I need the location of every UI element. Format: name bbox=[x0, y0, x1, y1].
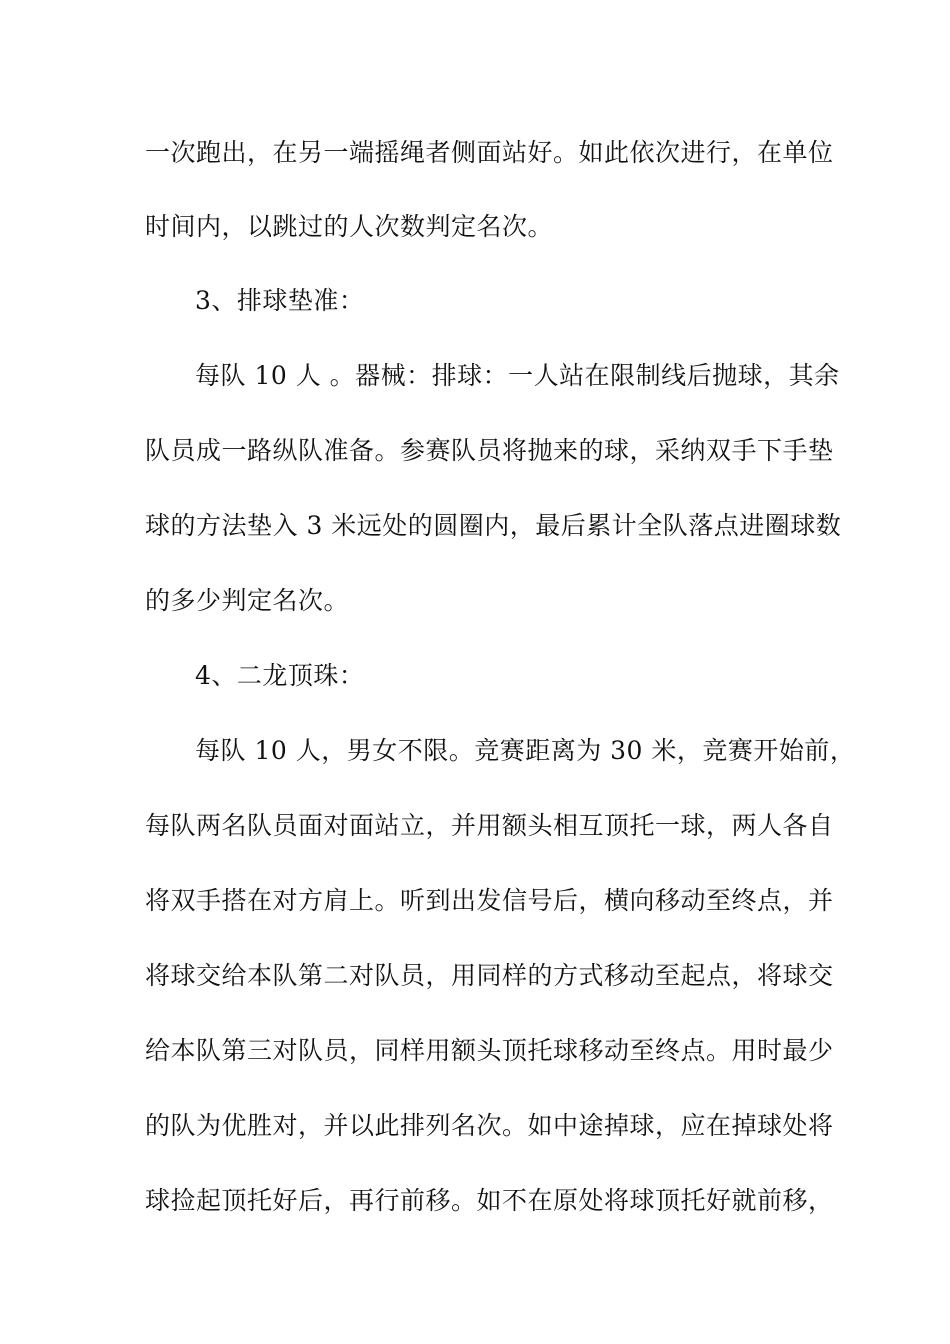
paragraph-line: 的队为优胜对，并以此排列名次。如中途掉球，应在掉球处将 bbox=[145, 1111, 834, 1140]
paragraph-line: 将球交给本队第二对队员，用同样的方式移动至起点，将球交 bbox=[145, 961, 834, 990]
paragraph-line: 将双手搭在对方肩上。听到出发信号后，横向移动至终点，并 bbox=[145, 886, 834, 915]
paragraph-line: 球的方法垫入 3 米远处的圆圈内，最后累计全队落点进圈球数 bbox=[145, 511, 842, 540]
paragraph-line: 一次跑出，在另一端摇绳者侧面站好。如此依次进行，在单位 bbox=[145, 138, 834, 167]
paragraph-line: 每队两名队员面对面站立，并用额头相互顶托一球，两人各自 bbox=[145, 811, 834, 840]
paragraph-line: 时间内，以跳过的人次数判定名次。 bbox=[145, 212, 554, 241]
paragraph-line: 每队 10 人，男女不限。竞赛距离为 30 米，竞赛开始前， bbox=[195, 736, 856, 765]
paragraph-line: 给本队第三对队员，同样用额头顶托球移动至终点。用时最少 bbox=[145, 1036, 834, 1065]
paragraph-line: 球捡起顶托好后，再行前移。如不在原处将球顶托好就前移， bbox=[145, 1186, 834, 1215]
paragraph-line: 的多少判定名次。 bbox=[145, 586, 350, 615]
section-heading: 3、排球垫准： bbox=[195, 286, 365, 315]
paragraph-line: 每队 10 人 。器械：排球：一人站在限制线后抛球，其余 bbox=[195, 361, 840, 390]
section-heading: 4、二龙顶珠： bbox=[195, 661, 365, 690]
paragraph-line: 队员成一路纵队准备。参赛队员将抛来的球，采纳双手下手垫 bbox=[145, 436, 834, 465]
